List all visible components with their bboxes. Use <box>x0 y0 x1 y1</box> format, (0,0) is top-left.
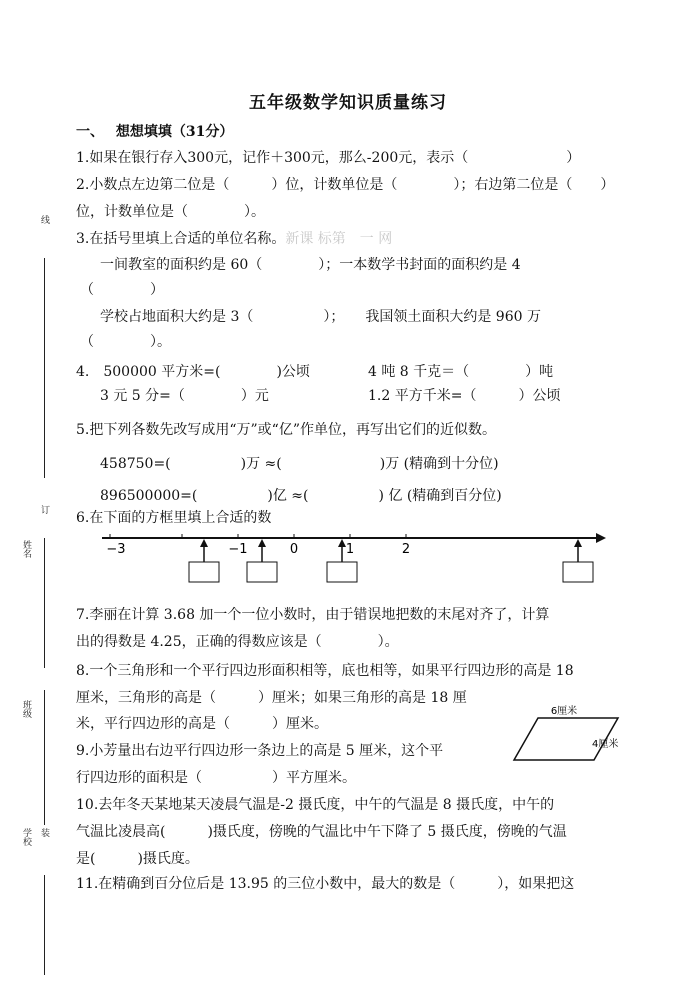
tick-label-2: 2 <box>401 542 411 557</box>
question-4-item-a: 4. 500000 平方米=( )公顷 <box>76 364 310 380</box>
question-8-line-2: 厘米，三角形的高是（ ）厘米；如果三角形的高是 18 厘 <box>76 690 467 706</box>
question-8-line-1: 8.一个三角形和一个平行四边形面积相等，底也相等，如果平行四边形的高是 18 <box>76 663 574 679</box>
binding-line <box>44 690 45 825</box>
tick-label-0: 0 <box>289 542 299 557</box>
question-11-line-1: 11.在精确到百分位后是 13.95 的三位小数中，最大的数是（ ），如果把这 <box>76 876 575 892</box>
question-9-line-2: 行四边形的面积是（ ）平方厘米。 <box>76 770 356 786</box>
answer-marker <box>189 539 219 582</box>
tick-label-1: 1 <box>345 542 355 557</box>
question-4-item-c: 3 元 5 分=（ ）元 <box>100 388 269 404</box>
question-10-line-1: 10.去年冬天某地某天凌晨气温是-2 摄氏度，中午的气温是 8 摄氏度，中午的 <box>76 797 555 813</box>
number-line-figure <box>96 526 616 584</box>
margin-label-name: 姓名 <box>21 540 31 558</box>
answer-box[interactable] <box>327 562 357 582</box>
answer-box[interactable] <box>563 562 593 582</box>
question-10-line-2: 气温比凌晨高( )摄氏度，傍晚的气温比中午下降了 5 摄氏度，傍晚的气温 <box>76 824 567 840</box>
question-2-line-2: 位，计数单位是（ ）。 <box>76 204 265 220</box>
question-7-line-1: 7.李丽在计算 3.68 加一个一位小数时，由于错误地把数的末尾对齐了，计算 <box>76 607 550 623</box>
binding-line <box>44 258 45 478</box>
question-8-line-3: 米，平行四边形的高是（ ）厘米。 <box>76 716 328 732</box>
watermark: 新课 标第 一 网 <box>285 231 393 247</box>
question-10-line-3: 是( )摄氏度。 <box>76 851 199 867</box>
question-4-item-b: 4 吨 8 千克＝（ ）吨 <box>368 364 554 380</box>
binding-line <box>44 875 45 975</box>
question-1: 1.如果在银行存入300元，记作＋300元，那么-200元，表示（ ） <box>76 150 581 166</box>
margin-label-school: 学校 <box>21 828 31 846</box>
question-5-a: 458750=( )万 ≈( )万 (精确到十分位) <box>100 456 499 472</box>
question-3 <box>76 229 392 249</box>
question-2-line-1: 2.小数点左边第二位是（ ）位，计数单位是（ ）；右边第二位是（ ） <box>76 177 615 193</box>
parallelogram-top-label: 6厘米 <box>550 706 578 717</box>
question-7-line-2: 出的得数是 4.25，正确的得数应该是（ ）。 <box>76 634 399 650</box>
question-9-line-1: 9.小芳量出右边平行四边形一条边上的高是 5 厘米，这个平 <box>76 743 444 759</box>
answer-marker <box>247 539 277 582</box>
margin-label-class: 班级 <box>21 700 31 718</box>
question-6: 6.在下面的方框里填上合适的数 <box>76 510 272 526</box>
question-3-text: 3.在括号里填上合适的单位名称。 <box>76 231 286 247</box>
question-3-b-line-1: 学校占地面积大约是 3（ ）； 我国领土面积大约是 960 万 <box>100 309 541 325</box>
parallelogram-side-label: 4厘米 <box>592 739 619 750</box>
tick-label-minus-1: −1 <box>228 542 248 557</box>
tick-label-minus-3: −3 <box>106 542 126 557</box>
question-3-a-line-1: 一间教室的面积约是 60（ ）；一本数学书封面的面积约是 4 <box>100 257 521 273</box>
binding-line <box>44 538 45 668</box>
margin-label-seal: 装 <box>39 828 49 837</box>
question-3-a-line-2: （ ） <box>80 282 164 298</box>
question-5: 5.把下列各数先改写成用“万”或“亿”作单位，再写出它们的近似数。 <box>76 422 496 438</box>
margin-label-line: 线 <box>39 215 49 224</box>
number-line-arrowhead <box>596 533 606 543</box>
margin-label-bind: 订 <box>39 505 49 514</box>
answer-box[interactable] <box>189 562 219 582</box>
question-5-b: 896500000=( )亿 ≈( ) 亿 (精确到百分位) <box>100 488 502 504</box>
page-title: 五年级数学知识质量练习 <box>249 93 447 113</box>
section-heading: 一、 想想填填（31分） <box>76 124 234 140</box>
question-4-item-d: 1.2 平方千米=（ ）公顷 <box>368 388 561 404</box>
question-3-b-line-2: （ ）。 <box>80 334 171 350</box>
answer-box[interactable] <box>247 562 277 582</box>
parallelogram-figure <box>510 700 630 766</box>
answer-marker <box>563 539 593 582</box>
